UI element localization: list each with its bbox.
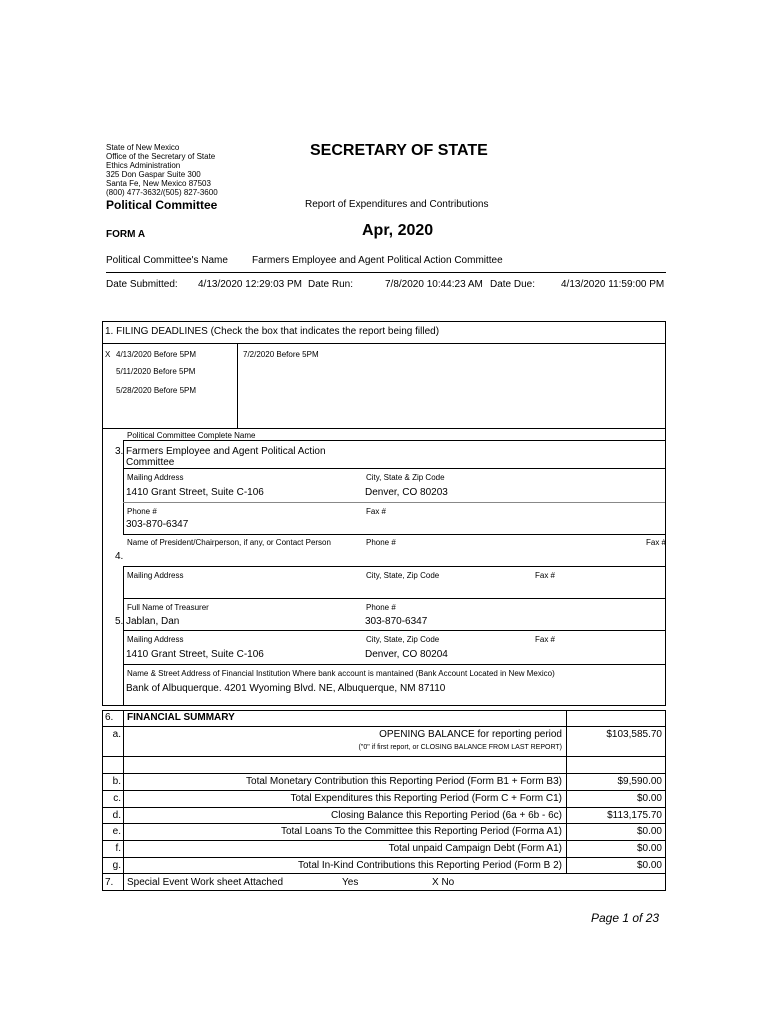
frame-line <box>123 598 124 706</box>
frame-line <box>102 890 666 891</box>
committee-csz: Denver, CO 80203 <box>365 487 448 498</box>
summary-label: OPENING BALANCE for reporting period <box>379 729 562 740</box>
committee-name-label: Political Committee's Name <box>106 255 228 266</box>
president-csz-label: City, State, Zip Code <box>366 571 440 580</box>
date-due: 4/13/2020 11:59:00 PM <box>561 279 665 290</box>
report-period: Apr, 2020 <box>362 222 434 239</box>
frame-line <box>123 534 665 535</box>
president-fax-label: Fax # <box>646 538 667 547</box>
date-run-label: Date Run: <box>308 279 354 290</box>
bank-info: Bank of Albuquerque. 4201 Wyoming Blvd. NE, Albuquerque, NM 87110 <box>126 683 446 694</box>
frame-line <box>102 823 666 824</box>
summary-label: Total In-Kind Contributions this Reporting Period (Form B 2) <box>297 860 562 871</box>
frame-line <box>665 429 666 706</box>
filing-deadline-2: 5/11/2020 Before 5PM <box>116 367 196 376</box>
treasurer-mailing-label: Mailing Address <box>127 635 184 644</box>
special-event-label: Special Event Work sheet Attached <box>127 877 284 888</box>
committee-csz-label: City, State & Zip Code <box>366 473 445 482</box>
summary-value: $0.00 <box>636 860 662 871</box>
frame-line <box>665 710 666 891</box>
frame-line <box>102 321 666 322</box>
treasurer-phone: 303-870-6347 <box>365 616 428 627</box>
filing-check-mark[interactable]: X <box>105 350 111 359</box>
committee-mailing-label: Mailing Address <box>127 473 184 482</box>
summary-value: $113,175.70 <box>607 810 662 821</box>
page-title: SECRETARY OF STATE <box>310 142 488 159</box>
section-number-5: 5. <box>115 616 124 627</box>
date-submitted-label: Date Submitted: <box>106 279 178 290</box>
financial-summary-heading: FINANCIAL SUMMARY <box>127 712 235 723</box>
frame-line <box>102 705 666 706</box>
frame-line <box>102 343 666 344</box>
summary-label: Closing Balance this Reporting Period (6a + 6b - 6c) <box>331 810 562 821</box>
summary-letter: f. <box>115 843 121 854</box>
opening-balance-note: ("0" if first report, or CLOSING BALANCE FROM LAST REPORT) <box>358 744 562 751</box>
filing-deadline-1: 4/13/2020 Before 5PM <box>116 350 197 359</box>
summary-value: $0.00 <box>636 793 662 804</box>
section-number-6: 6. <box>105 712 114 723</box>
summary-label: Total Loans To the Committee this Reporting Period (Forma A1) <box>280 826 562 837</box>
frame-line <box>102 321 103 429</box>
summary-label: Total Monetary Contribution this Reporting Period (Form B1 + Form B3) <box>246 776 562 787</box>
frame-line <box>665 321 666 429</box>
summary-letter: g. <box>112 860 121 871</box>
frame-line <box>102 428 666 429</box>
frame-line <box>102 756 666 757</box>
frame-line <box>102 840 666 841</box>
section-number-4: 4. <box>115 551 124 562</box>
agency-line: Office of the Secretary of State <box>106 152 216 161</box>
report-type: Report of Expenditures and Contributions <box>305 199 489 210</box>
frame-line <box>123 468 124 534</box>
president-fax2-label: Fax # <box>535 571 556 580</box>
date-run: 7/8/2020 10:44:23 AM <box>385 279 483 290</box>
summary-value: $0.00 <box>636 843 662 854</box>
frame-line <box>102 429 103 706</box>
frame-line <box>102 807 666 808</box>
frame-line <box>123 566 124 598</box>
committee-name: Farmers Employee and Agent Political Action Committee <box>252 255 503 266</box>
frame-line <box>237 343 238 429</box>
frame-line <box>123 598 665 599</box>
treasurer-csz: Denver, CO 80204 <box>365 649 448 660</box>
committee-phone: 303-870-6347 <box>126 519 189 530</box>
treasurer-name: Jablan, Dan <box>126 616 180 627</box>
frame-line <box>123 440 665 441</box>
filing-deadline-3: 5/28/2020 Before 5PM <box>116 386 197 395</box>
summary-letter: a. <box>112 729 121 740</box>
form-label: FORM A <box>106 229 146 240</box>
agency-line: State of New Mexico <box>106 143 180 152</box>
summary-label: Total unpaid Campaign Debt (Form A1) <box>388 843 562 854</box>
committee-type: Political Committee <box>106 198 218 212</box>
president-phone-label: Phone # <box>366 538 396 547</box>
agency-line: (800) 477-3632/(505) 827-3600 <box>106 188 218 197</box>
section-number-7: 7. <box>105 877 114 888</box>
agency-line: 325 Don Gaspar Suite 300 <box>106 170 201 179</box>
committee-fax-label: Fax # <box>366 507 387 516</box>
section-number-3: 3. <box>115 446 124 457</box>
date-due-label: Date Due: <box>490 279 536 290</box>
frame-line <box>123 566 665 567</box>
committee-complete-name-2: Committee <box>126 457 175 468</box>
president-mailing-label: Mailing Address <box>127 571 184 580</box>
summary-value: $9,590.00 <box>617 776 662 787</box>
frame-line <box>102 790 666 791</box>
treasurer-fax-label: Fax # <box>535 635 556 644</box>
frame-line <box>102 857 666 858</box>
bank-label: Name & Street Address of Financial Institution Where bank account is mantained (Bank Account Located in New Mexico) <box>127 669 555 678</box>
committee-complete-name-1: Farmers Employee and Agent Political Action <box>126 446 326 457</box>
summary-letter: d. <box>112 810 121 821</box>
treasurer-address: 1410 Grant Street, Suite C-106 <box>126 649 264 660</box>
frame-line <box>102 873 666 874</box>
agency-address <box>106 143 218 197</box>
frame-line <box>102 726 666 727</box>
president-name-label: Name of President/Chairperson, if any, or Contact Person <box>127 538 331 547</box>
summary-value: $103,585.70 <box>606 729 662 740</box>
summary-label: Total Expenditures this Reporting Period (Form C + Form C1) <box>290 793 562 804</box>
page-number: Page 1 of 23 <box>591 911 660 925</box>
field-underline <box>123 502 665 503</box>
summary-letter: c. <box>113 793 121 804</box>
frame-line <box>123 630 665 631</box>
committee-address: 1410 Grant Street, Suite C-106 <box>126 487 264 498</box>
divider <box>106 272 666 273</box>
frame-line <box>102 710 666 711</box>
date-submitted: 4/13/2020 12:29:03 PM <box>198 279 302 290</box>
filing-heading: 1. FILING DEADLINES (Check the box that indicates the report being filled) <box>105 326 440 337</box>
summary-letter: e. <box>112 826 121 837</box>
special-event-no[interactable]: X No <box>432 877 455 888</box>
special-event-yes[interactable]: Yes <box>342 877 359 888</box>
frame-line <box>102 773 666 774</box>
filing-deadline-4: 7/2/2020 Before 5PM <box>243 350 319 359</box>
treasurer-name-label: Full Name of Treasurer <box>127 603 209 612</box>
committee-complete-name-label: Political Committee Complete Name <box>127 431 256 440</box>
committee-phone-label: Phone # <box>127 507 157 516</box>
summary-value: $0.00 <box>636 826 662 837</box>
agency-line: Santa Fe, New Mexico 87503 <box>106 179 211 188</box>
summary-letter: b. <box>112 776 121 787</box>
treasurer-phone-label: Phone # <box>366 603 396 612</box>
treasurer-csz-label: City, State, Zip Code <box>366 635 440 644</box>
agency-line: Ethics Administration <box>106 161 181 170</box>
frame-line <box>123 664 665 665</box>
frame-line <box>123 468 665 469</box>
